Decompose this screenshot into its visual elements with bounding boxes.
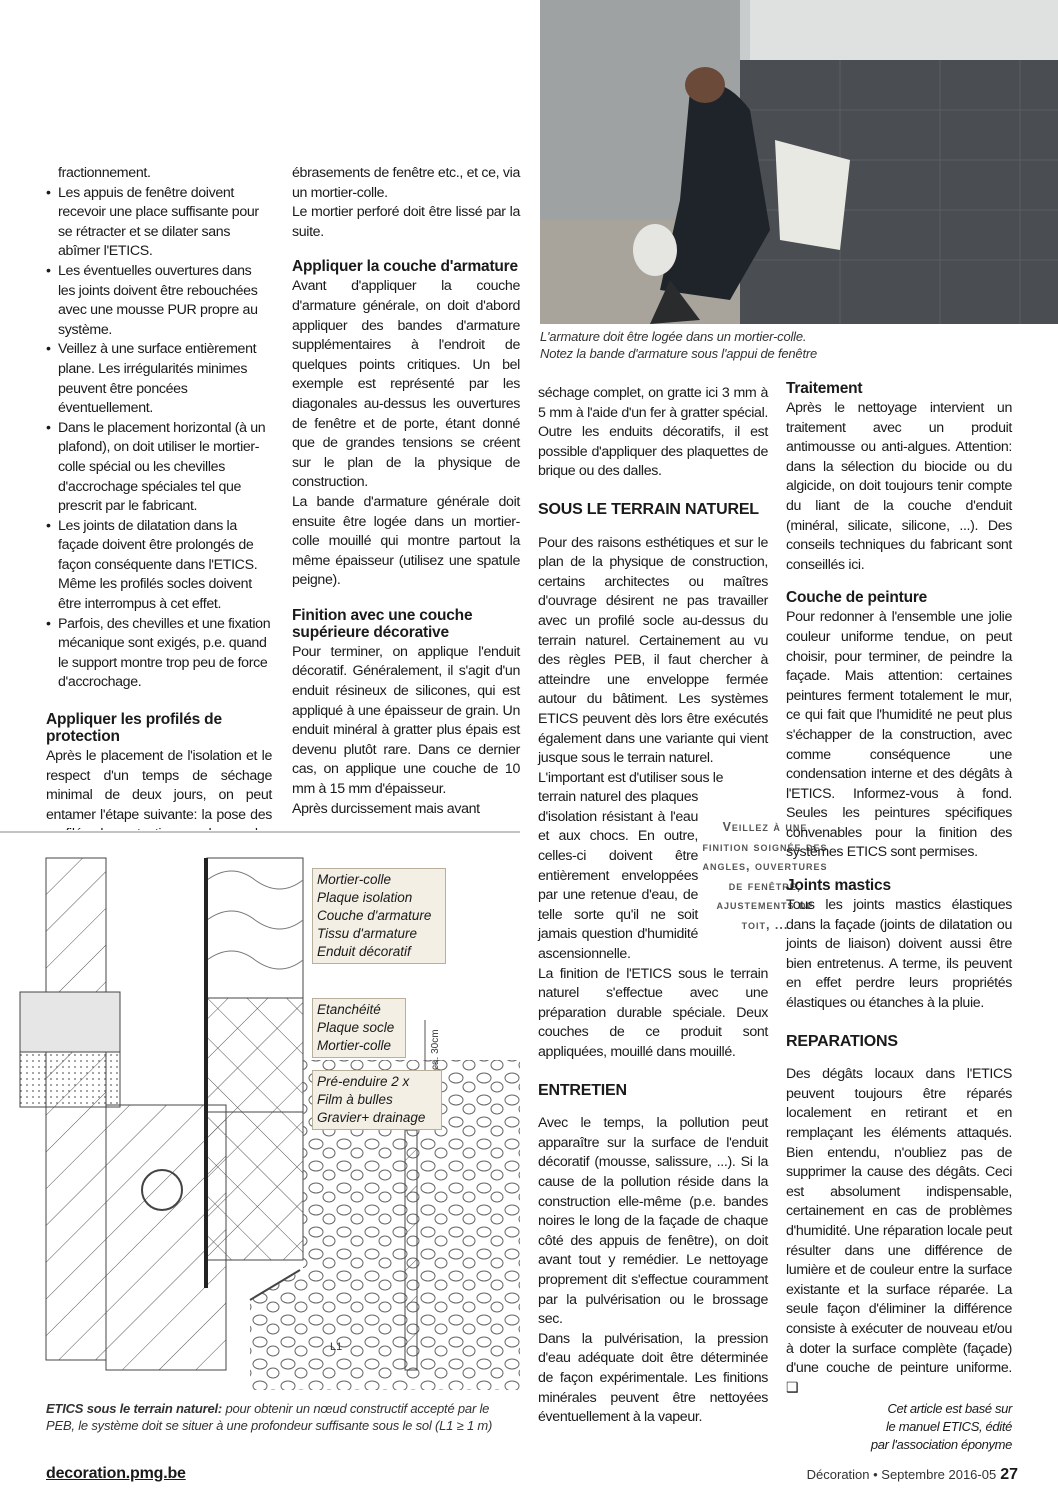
- article-credit: [786, 1400, 1012, 1454]
- bullet-item: • Veillez à une surface entièrement plane. Les irrégularités minimes peuvent être poncées éventuellement.: [46, 340, 272, 418]
- paragraph: Avec le temps, la pollution peut apparaître sur la surface de l'enduit décoratif (mousse, salissure, ...). Si la cause de la pollution réside dans la construction elle-même (p.e. bandes noires le long de la façade de chaque côté des appuis de fenêtre), on doit avant tout y remédier. Le nettoyage proprement dit s'effectue couramment par la pulvérisation ou le brossage sec.: [538, 1115, 768, 1328]
- photo-caption-line-1: L'armature doit être logée dans un mortier-colle.: [540, 329, 807, 344]
- caption-text: pour obtenir un nœud constructif accepté par le: [222, 1401, 490, 1416]
- photo-worker-applying-mortar: [540, 0, 1058, 324]
- label-gravier-drainage: Gravier+ drainage: [317, 1110, 426, 1125]
- paragraph: ébrasements de fenêtre etc., et ce, via un mortier-colle.: [292, 165, 520, 201]
- credit-line: Cet article est basé sur: [887, 1401, 1012, 1417]
- paragraph: La finition de l'ETICS sous le terrain naturel s'effectue avec une préparation durable spéciale. Deux couches de ce produit sont appliquées, mouillé dans mouillé.: [538, 965, 768, 1060]
- column-4: [786, 380, 1012, 1454]
- page-number: 27: [1000, 1466, 1018, 1483]
- bullet-item: • Les appuis de fenêtre doivent recevoir une place suffisante pour se rétracter et se dilater sans abîmer l'ETICS.: [46, 184, 272, 262]
- heading-reparations: REPARATIONS: [786, 1032, 898, 1050]
- heading-joints: Joints mastics: [786, 877, 891, 895]
- paragraph: Avant d'appliquer la couche d'armature générale, on doit d'abord appliquer des bandes d'armature supplémentaires à l'endroit de quelques points critiques. Un bel exemple est représenté par les diagonales au-dessus les ouvertures de fenêtre et de porte, étant donné que de grandes tensions se créent sur le plan de la physique de construction.: [292, 278, 520, 491]
- label-couche-armature: Couche d'armature: [317, 908, 432, 923]
- caption-bold: ETICS sous le terrain naturel:: [46, 1401, 223, 1416]
- heading-entretien: ENTRETIEN: [538, 1081, 627, 1099]
- website-link[interactable]: decoration.pmg.be: [46, 1465, 186, 1482]
- paragraph: séchage complet, on gratte ici 3 mm à 5 mm à l'aide d'un fer à gratter spécial. Outre les enduits décoratifs, il est possible d'appliquer des plaquettes de brique ou des dalles.: [538, 385, 768, 480]
- heading-profiles: Appliquer les profilés de protection: [46, 711, 222, 746]
- paragraph: Le mortier perforé doit être lissé par la suite.: [292, 204, 520, 240]
- bullet-list: [46, 184, 272, 693]
- heading-traitement: Traitement: [786, 380, 863, 397]
- heading-finition: Finition avec une couche supérieure décorative: [292, 606, 473, 641]
- heading-armature: Appliquer la couche d'armature: [292, 258, 518, 276]
- label-mortier-colle-2: Mortier-colle: [317, 1038, 392, 1053]
- label-plaque-socle: Plaque socle: [317, 1020, 395, 1035]
- label-box-middle: [312, 998, 406, 1058]
- end-mark-icon: ❑: [786, 1379, 799, 1396]
- paragraph: Après durcissement mais avant: [292, 800, 480, 817]
- l1-label: L1: [330, 1341, 343, 1353]
- paragraph: L'important est d'utiliser sous le: [538, 769, 724, 786]
- heading-sous-terrain: SOUS LE TERRAIN NATUREL: [538, 500, 759, 518]
- photo-illustration: [540, 0, 1058, 324]
- label-pre-enduire: Pré-enduire 2 x: [317, 1074, 410, 1089]
- paragraph: Pour terminer, on applique l'enduit décoratif. Généralement, il s'agit d'un enduit résineux de silicones, qui est appliqué à une épaisseur de grain. Un enduit minéral à gratter plus épais est devenu plutôt rare. Dans ce dernier cas, on applique une couche de 10 mm à 15 mm d'épaisseur.: [292, 643, 520, 798]
- label-film-bulles: Film à bulles: [317, 1092, 393, 1107]
- paragraph: Pour des raisons esthétiques et sur le plan de la physique de construction, certains architectes ou maîtres d'ouvrage désirent ne pas travailler avec un profilé socle au-dessus du terrain naturel. Certainement au vu des règles PEB, il faut chercher à atteindre une enveloppe fermée autour du bâtiment. Les systèmes ETICS peuvent dès lors être exécutés également dans une variante qui vient jusque sous le terrain naturel.: [538, 534, 768, 767]
- text-fractionnement: fractionnement.: [58, 165, 151, 181]
- credit-line: le manuel ETICS, édité: [886, 1419, 1012, 1435]
- paragraph: Après le placement de l'isolation et le respect d'un temps de séchage minimal de deux jours, on peut entamer l'étape suivante: la pose des: [46, 748, 272, 823]
- photo-caption-line-2: Notez la bande d'armature sous l'appui de fenêtre: [540, 346, 818, 361]
- photo-caption: [540, 328, 817, 362]
- paragraph: Des dégâts locaux dans l'ETICS peuvent toujours être réparés localement en retirant et en remplaçant les éléments attaqués. Bien entendu, n'oubliez pas de supprimer la cause des dégâts. Ceci est absolument indispensable, certainement en cas de problèmes d'humidité. Une réparation locale peut résulter dans une différence de lumière et de couleur entre la surface existante et la surface réparée. La seule façon d'éliminer la différence consiste à exécuter de nouveau et/ou à doter la surface complète (façade) d'une couche de peinture uniforme.: [786, 1066, 1012, 1377]
- column-1: [46, 164, 272, 865]
- column-2: [292, 164, 520, 819]
- bullet-item: • Parfois, des chevilles et une fixation mécanique sont exigés, p.e. quand le support montre trop peu de force d'accrochage.: [46, 615, 272, 693]
- paragraph: La bande d'armature générale doit ensuite être logée dans un mortier-colle mouillé qui montre partout la même épaisseur (utilisez une spatule peigne).: [292, 493, 520, 589]
- label-etancheite: Etanchéité: [317, 1002, 381, 1017]
- heading-peinture: Couche de peinture: [786, 589, 928, 607]
- footer-issue: [807, 1466, 1018, 1484]
- dimension-label: ca. 30cm: [430, 1029, 441, 1070]
- paragraph: Pour redonner à l'ensemble une jolie couleur uniforme tendue, on peut choisir, pour terminer, de peindre la façade. Mais attention: certaines peintures ferment totalement le mur, ce qui fait que l'humidité ne peut plus s'échapper de la construction, avec comme conséquence une condensation interne et des dégâts à l'ETICS. Informez-vous à fond. Seules les peintures spécifiques convenables pour la finition des systèmes ETICS sont permises.: [786, 609, 1012, 861]
- paragraph: Tous les joints mastics élastiques dans la façade (joints de dilatation ou joints de liaison) doivent aussi être bien entretenus. A terme, ils peuvent en effet perdre leurs propriétés élastiques ou étanches à la pluie.: [786, 897, 1012, 1012]
- label-mortier-colle: Mortier-colle: [317, 872, 392, 887]
- label-box-top: [312, 868, 446, 964]
- label-plaque-isolation: Plaque isolation: [317, 890, 413, 905]
- pull-quote: Veillez à une finition soignée des angles, ouvertures de fenêtre, ajustements de toit, ...: [702, 820, 828, 932]
- caption-text-2: PEB, le système doit se situer à une profondeur suffisante sous le sol (L1 ≥ 1 m): [46, 1418, 493, 1433]
- issue-label: Décoration • Septembre 2016-05: [806, 1467, 997, 1482]
- bullet-item: • Dans le placement horizontal (à un plafond), on doit utiliser le mortier-colle spécial ou les chevilles d'accrochage spéciales tel que prescrit par le fabricant.: [46, 419, 272, 517]
- bullet-item: • Les éventuelles ouvertures dans les joints doivent être rebouchées avec une mousse PUR propre au système.: [46, 262, 272, 340]
- bullet-item: • Les joints de dilatation dans la façade doivent être prolongés de façon conséquente dans l'ETICS. Même les profilés socles doivent être interrompus à cet effet.: [46, 517, 272, 615]
- diagram-caption: [46, 1400, 516, 1434]
- paragraph-narrow: terrain naturel des plaques d'isolation résistant à l'eau et aux chocs. En outre, celles-ci doivent être entièrement enveloppées par une retenue d'eau, de telle sorte qu'il ne soit jamais question d'humidité ascensionnelle.: [538, 789, 698, 963]
- label-box-bottom: [312, 1070, 442, 1130]
- paragraph: Après le nettoyage intervient un traitement avec un produit antimousse ou anti-algues. Attention: dans la sélection du biocide ou du algicide, on doit toujours tenir compte du liant de la couche d'enduit (minéral, silicate, silicone, ...). Des conseils techniques du fabricant sont conseillés ici.: [786, 400, 1012, 573]
- credit-line: par l'association éponyme: [870, 1437, 1012, 1453]
- label-tissu-armature: Tissu d'armature: [317, 926, 417, 941]
- paragraph: Dans la pulvérisation, la pression d'eau adéquate doit être déterminée de façon expérimentale. Les finitions minérales peuvent être nettoyées éventuellement à la vapeur.: [538, 1330, 768, 1426]
- etics-section-diagram: [0, 830, 520, 1390]
- label-enduit-decoratif: Enduit décoratif: [317, 944, 411, 959]
